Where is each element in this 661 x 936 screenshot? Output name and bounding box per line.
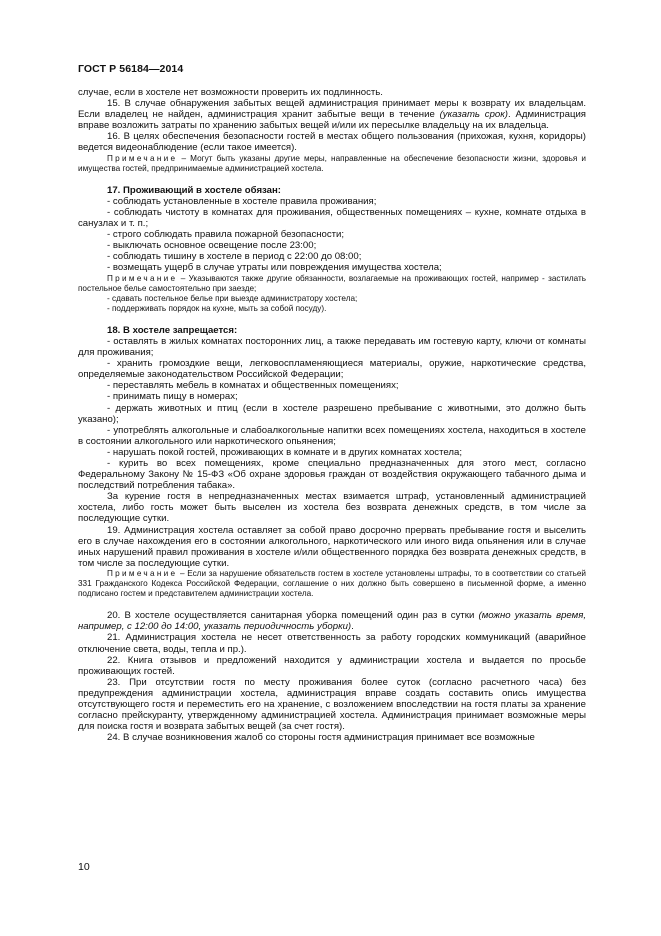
paragraph-text: 16. В целях обеспечения безопасности гостей в местах общего пользования (прихожая, кухня, коридоры) ведется видеонаблюдение (если такое имеется). <box>78 131 586 154</box>
paragraph <box>78 87 586 98</box>
paragraph <box>78 240 586 251</box>
paragraph <box>78 196 586 207</box>
paragraph-text: - употреблять алкогольные и слабоалкогольные напитки всех помещениях хостела, находиться в хостеле в состоянии алкогольного или наркотического опьянения; <box>78 424 586 447</box>
paragraph-text: - оставлять в жилых комнатах посторонних лиц, а также передавать им гостевую карту, ключи от комнаты для проживания; <box>78 335 586 359</box>
paragraph-tail: . Администрация вправе возложить затраты по хранению забытых вещей и/или их пересылке владельцу на их владельца. <box>78 109 587 132</box>
paragraph-text: - поддерживать порядок на кухне, мыть за собой посуду). <box>107 303 327 313</box>
paragraph <box>78 131 586 153</box>
paragraph <box>78 458 586 491</box>
paragraph <box>78 336 586 358</box>
paragraph-text: – Указываются также другие обязанности, возлагаемые на проживающих гостей, например - застилать постельное белье самостоятельно при заезде; <box>78 273 586 293</box>
section-gap <box>78 599 586 610</box>
paragraph-text: - держать животных и птиц (если в хостеле разрешено пребывание с животными, это должно быть указано); <box>78 402 586 425</box>
paragraph <box>78 207 586 229</box>
heading-text: 18. В хостеле запрещается: <box>107 324 238 336</box>
paragraph <box>78 380 586 391</box>
paragraph-text: 20. В хостеле осуществляется санитарная уборка помещений один раз в сутки <box>107 610 479 622</box>
paragraph <box>78 655 586 677</box>
paragraph-text: 19. Администрация хостела оставляет за собой право досрочно прервать пребывание гостя и выселить его в случае нахождения его в состоянии алкогольного, наркотического или иного вида опьянения или в случае иных нарушений правил проживания в хостеле и/или общественного порядка без возврата денежных средств, в том числе за последующие сутки. <box>78 524 586 569</box>
paragraph-text: - выключать основное освещение после 23:00; <box>107 240 317 252</box>
note-paragraph <box>78 274 586 294</box>
paragraph <box>78 610 586 632</box>
paragraph <box>78 251 586 262</box>
note-label: Примечание <box>107 568 178 578</box>
paragraph-text: случае, если в хостеле нет возможности проверить их подлинность. <box>78 87 383 98</box>
paragraph-text: - соблюдать установленные в хостеле правила проживания; <box>107 195 377 207</box>
heading-text: 17. Проживающий в хостеле обязан: <box>107 184 282 196</box>
paragraph-text: - сдавать постельное белье при выезде администратору хостела; <box>107 293 358 303</box>
paragraph-text: - строго соблюдать правила пожарной безопасности; <box>107 229 345 241</box>
section-gap <box>78 174 586 185</box>
note-label: Примечание <box>107 273 178 283</box>
section-gap <box>78 314 586 325</box>
document-body <box>78 87 586 743</box>
paragraph-text: – Если за нарушение обязательств гостем в хостеле установлены штрафы, то в соответствии со статьей 331 Гражданского Кодекса Российской Федерации, соглашение о них должно быть совершено в письменной форме, а именно подписано гостем и представителем администрации хостела. <box>78 568 586 599</box>
section-heading <box>78 185 586 196</box>
note-paragraph <box>78 294 586 304</box>
paragraph-text: 23. При отсутствии гостя по месту проживания более суток (согласно расчетного часа) без предупреждения администрации хостела, администрация вправе создать составить опись имущества отсутствующего гостя и переместить его на хранение, с возложением впоследствии на гостя платы за хранение согласно прейскуранту, утвержденному администрацией хостела. Администрация принимает возможные меры для поиска гостя и возврата забытых вещей (за счет гостя). <box>78 676 586 733</box>
note-paragraph <box>78 304 586 314</box>
note-paragraph <box>78 154 586 174</box>
paragraph-text: - соблюдать чистоту в комнатах для проживания, общественных помещениях – кухне, комнате отдыха в санузлах и т. п.; <box>78 206 586 230</box>
paragraph <box>78 447 586 458</box>
paragraph <box>78 229 586 240</box>
paragraph <box>78 732 586 743</box>
paragraph-text: 21. Администрация хостела не несет ответственность за работу городских коммуникаций (аварийное отключение света, воды, тепла и пр.). <box>78 632 586 655</box>
paragraph <box>78 403 586 425</box>
paragraph-text: 15. В случае обнаружения забытых вещей администрация принимает меры к возврату их владельцам. Если владелец не найден, администрация хранит забытые вещи в течение <box>78 98 586 121</box>
note-label: Примечание <box>107 153 178 163</box>
paragraph-text: - нарушать покой гостей, проживающих в комнате и в других комнатах хостела; <box>107 446 463 458</box>
paragraph-tail: . <box>351 621 354 633</box>
paragraph <box>78 358 586 380</box>
paragraph <box>78 632 586 654</box>
paragraph-text: - соблюдать тишину в хостеле в период с 22:00 до 08:00; <box>107 251 362 263</box>
paragraph <box>78 425 586 447</box>
paragraph-text: - хранить громоздкие вещи, легковоспламеняющиеся материалы, оружие, наркотические средства, определяемые законодательством Российской Федерации; <box>78 358 586 381</box>
paragraph-text: - принимать пищу в номерах; <box>107 391 238 403</box>
paragraph-text: - курить во всех помещениях, кроме специально предназначенных для этого мест, согласно Федеральному Закону № 15-ФЗ «Об охране здоровья граждан от воздействия окружающего табачного дыма и последствий потребления табака». <box>78 458 586 492</box>
section-heading <box>78 325 586 336</box>
paragraph <box>78 677 586 732</box>
paragraph <box>78 262 586 273</box>
paragraph-text: 24. В случае возникновения жалоб со стороны гостя администрация принимает все возможные <box>107 732 535 744</box>
italic-text: (указать срок) <box>439 109 508 121</box>
paragraph <box>78 98 586 131</box>
italic-text: (можно указать время, например, с 12:00 до 14:00, указать периодичность уборки) <box>78 610 587 633</box>
paragraph-text: 22. Книга отзывов и предложений находится у администрации хостела и выдается по просьбе проживающих гостей. <box>78 654 586 677</box>
paragraph <box>78 491 586 524</box>
page-number: 10 <box>78 861 90 873</box>
paragraph <box>78 525 586 569</box>
paragraph-text: - переставлять мебель в комнатах и общественных помещениях; <box>107 380 399 392</box>
paragraph-text: За курение гостя в непредназначенных местах взимается штраф, установленный администрацией хостела, либо гость может быть выселен из хостела без возврата денежных средств, в том числе за последующие сутки. <box>78 491 586 525</box>
document-header: ГОСТ Р 56184—2014 <box>78 63 184 75</box>
note-paragraph <box>78 569 586 599</box>
paragraph-text: – Могут быть указаны другие меры, направленные на обеспечение безопасности жизни, здоровья и имущества гостей, предпринимаемые администрацией хостела. <box>78 153 586 173</box>
paragraph <box>78 391 586 402</box>
paragraph-text: - возмещать ущерб в случае утраты или повреждения имущества хостела; <box>107 262 442 274</box>
